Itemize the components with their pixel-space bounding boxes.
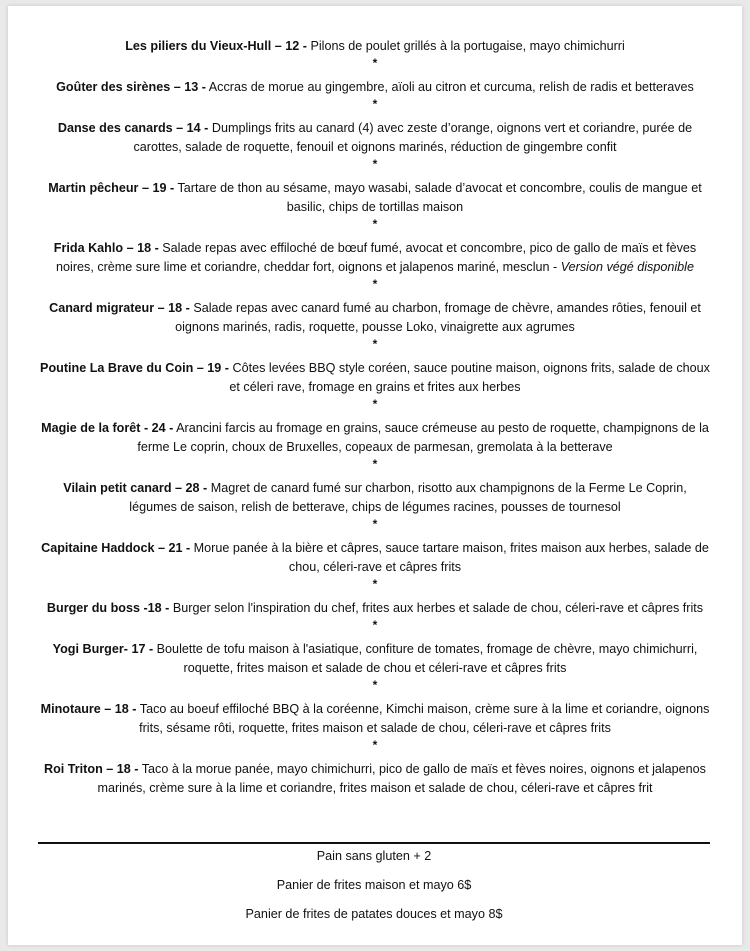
item-description: Salade repas avec effiloché de bœuf fumé, avocat et concombre, pico de gallo de maïs et fèves noires, crème sure lime et coriandre, cheddar fort, oignons et jalapenos mariné, mesclun -: [56, 241, 697, 274]
item-description: Pilons de poulet grillés à la portugaise, mayo chimichurri: [310, 39, 625, 53]
menu-item: [38, 640, 712, 678]
item-description: Tartare de thon au sésame, mayo wasabi, salade d’avocat et concombre, coulis de mangue et basilic, chips de tortillas maison: [177, 181, 702, 214]
separator: *: [372, 618, 378, 632]
item-description: Boulette de tofu maison à l'asiatique, confiture de tomates, fromage de chèvre, mayo chimichurri, roquette, frites maison et salade de chou et céleri-rave et câpres frits: [156, 642, 698, 675]
menu-item: [38, 700, 712, 738]
menu-item: [38, 599, 712, 618]
separator: *: [372, 157, 378, 171]
item-name: Capitaine Haddock – 21 -: [41, 541, 191, 555]
menu-item: [38, 179, 712, 217]
separator: *: [372, 577, 378, 591]
item-description: Arancini farcis au fromage en grains, sauce crémeuse au pesto de roquette, champignons de la ferme Le coprin, choux de Bruxelles, copeaux de parmesan, gremolata à la betterave: [137, 421, 709, 454]
item-name: Vilain petit canard – 28 -: [63, 481, 208, 495]
menu-item: [38, 119, 712, 157]
item-description: Salade repas avec canard fumé au charbon, fromage de chèvre, amandes rôties, fenouil et oignons marinés, radis, roquette, pousse Loko, vinaigrette aux agrumes: [175, 301, 701, 334]
menu-item: [38, 539, 712, 577]
extras-list: [38, 847, 710, 934]
item-name: Minotaure – 18 -: [40, 702, 137, 716]
menu-page: [8, 6, 742, 945]
menu-item: [38, 239, 712, 277]
item-description: Taco à la morue panée, mayo chimichurri, pico de gallo de maïs et fèves noires, oignons et jalapenos marinés, crème sure à la lime et coriandre, frites maison et salade de chou, céleri-rave et câpres frit: [97, 762, 706, 795]
separator: *: [372, 457, 378, 471]
item-description: Accras de morue au gingembre, aïoli au citron et curcuma, relish de radis et betteraves: [208, 80, 694, 94]
menu-item: [38, 37, 712, 56]
menu-item: [38, 479, 712, 517]
separator: *: [372, 337, 378, 351]
separator: *: [372, 97, 378, 111]
extra-sweet-potato-fries-basket: Panier de frites de patates douces et mayo 8$: [245, 907, 503, 921]
menu-item: [38, 419, 712, 457]
item-description: Dumplings frits au canard (4) avec zeste d’orange, oignons vert et coriandre, purée de carottes, salade de roquette, fenouil et oignons marinés, réduction de gingembre confit: [133, 121, 693, 154]
separator: *: [372, 277, 378, 291]
item-name: Frida Kahlo – 18 -: [53, 241, 159, 255]
item-description: Morue panée à la bière et câpres, sauce tartare maison, frites maison aux herbes, salade de chou, céleri-rave et câpres frits: [193, 541, 709, 574]
menu-list: [38, 37, 712, 798]
menu-item: [38, 760, 712, 798]
separator: *: [372, 738, 378, 752]
extra-gluten-free-bread: Pain sans gluten + 2: [316, 849, 432, 863]
separator: *: [372, 56, 378, 70]
item-name: Danse des canards – 14 -: [57, 121, 209, 135]
item-description: Burger selon l'inspiration du chef, frites aux herbes et salade de chou, céleri-rave et câpres frits: [172, 601, 704, 615]
item-description: Côtes levées BBQ style coréen, sauce poutine maison, oignons frits, salade de choux et céleri rave, fromage en grains et frites aux herbes: [229, 361, 710, 394]
extra-fries-basket: Panier de frites maison et mayo 6$: [276, 878, 472, 892]
item-name: Les piliers du Vieux-Hull – 12 -: [125, 39, 307, 53]
separator: *: [372, 397, 378, 411]
item-name: Yogi Burger- 17 -: [52, 642, 154, 656]
item-name: Magie de la forêt - 24 -: [41, 421, 174, 435]
divider-line: [38, 842, 710, 844]
item-description: Magret de canard fumé sur charbon, risotto aux champignons de la Ferme Le Coprin, légumes de saison, relish de betterave, chips de légumes racines, pousses de tournesol: [129, 481, 687, 514]
item-note: Version végé disponible: [560, 260, 694, 274]
menu-item: [38, 78, 712, 97]
separator: *: [372, 517, 378, 531]
item-name: Martin pêcheur – 19 -: [48, 181, 175, 195]
separator: *: [372, 217, 378, 231]
menu-item: [38, 299, 712, 337]
item-name: Burger du boss -18 -: [46, 601, 170, 615]
separator: *: [372, 678, 378, 692]
item-description: Taco au boeuf effiloché BBQ à la coréenne, Kimchi maison, crème sure à la lime et coriandre, oignons frits, sésame rôti, roquette, frites maison et salade de chou, céleri-rave et câpres frits: [139, 702, 710, 735]
menu-item: [38, 359, 712, 397]
item-name: Goûter des sirènes – 13 -: [56, 80, 206, 94]
item-name: Canard migrateur – 18 -: [49, 301, 190, 315]
item-name: Roi Triton – 18 -: [44, 762, 139, 776]
item-name: Poutine La Brave du Coin – 19 -: [40, 361, 229, 375]
